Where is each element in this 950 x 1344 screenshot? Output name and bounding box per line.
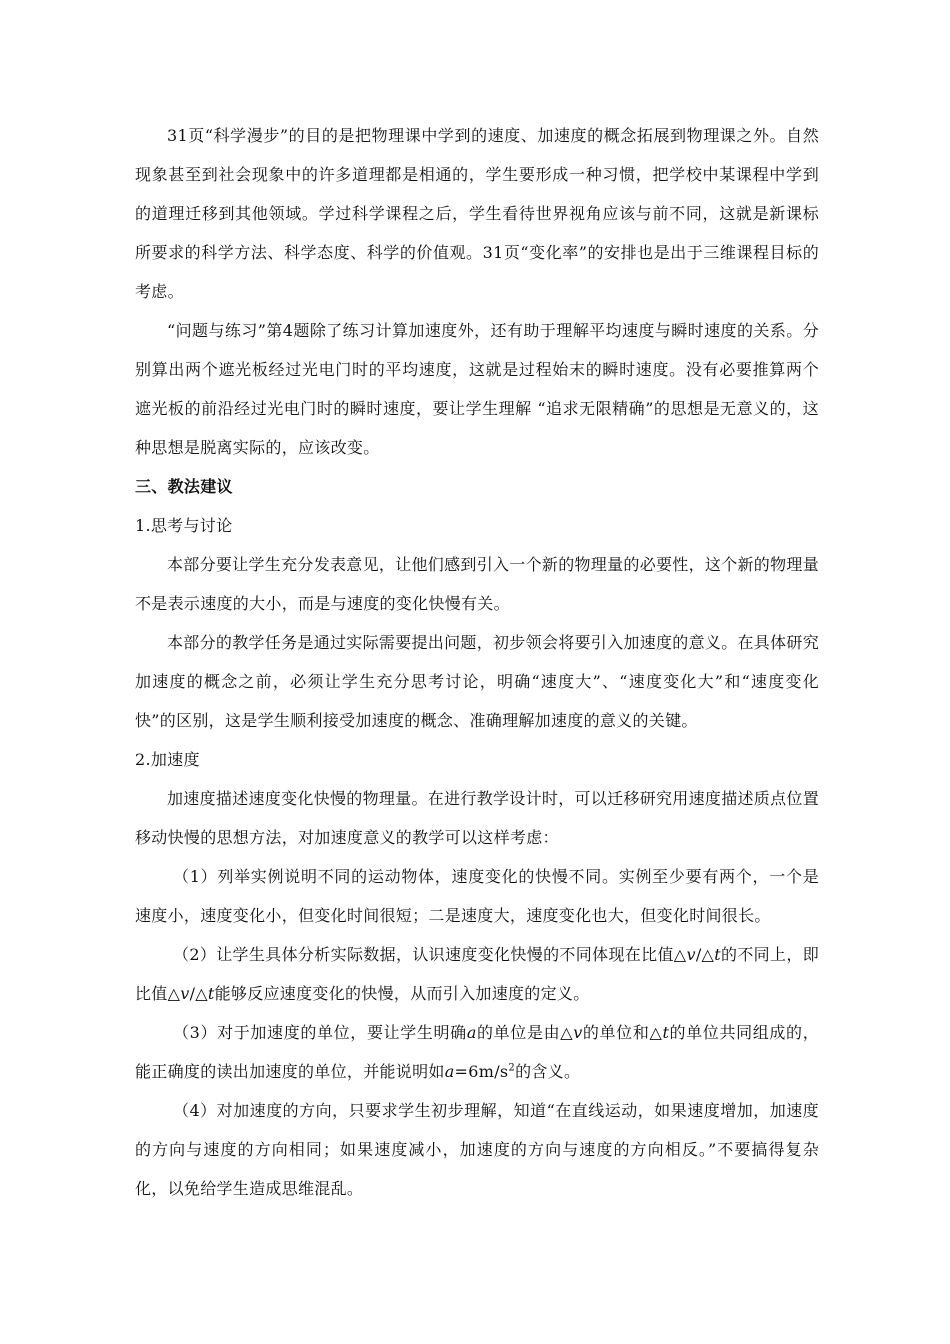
paragraph-science-walk: 31页“科学漫步”的目的是把物理课中学到的速度、加速度的概念拓展到物理课之外。自然现象甚至到社会现象中的许多道理都是相通的，学生要形成一种习惯，把学校中某课程中学到的道理迁移到其他领域。学过科学课程之后，学生看待世界视角应该与前不同，这就是新课标所要求的科学方法、科学态度、科学的价值观。31页“变化率”的安排也是出于三维课程目标的考虑。 [135, 126, 819, 301]
subheading-think-discuss: 1.思考与讨论 [135, 516, 233, 535]
list-item-1: （1）列举实例说明不同的运动物体，速度变化的快慢不同。实例至少要有两个，一个是速度小，速度变化小，但变化时间很短；二是速度大，速度变化也大，但变化时间很长。 [135, 867, 819, 925]
paragraph-problems-exercises: “问题与练习”第4题除了练习计算加速度外，还有助于理解平均速度与瞬时速度的关系。分别算出两个遮光板经过光电门时的平均速度，这就是过程始末的瞬时速度。没有必要推算两个遮光板的前沿经过光电门时的瞬时速度，要让学生理解 “追求无限精确”的思想是无意义的，这种思想是脱离实际的，应该改变。 [135, 321, 819, 457]
section-heading-teaching-suggestions: 三、教法建议 [135, 477, 233, 496]
subheading-acceleration: 2.加速度 [135, 750, 200, 769]
list-item-4: （4）对加速度的方向，只要求学生初步理解，知道“在直线运动，如果速度增加，加速度的方向与速度的方向相同；如果速度减小，加速度的方向与速度的方向相反。”不要搞得复杂化，以免给学生造成思维混乱。 [135, 1101, 819, 1198]
paragraph-discussion-1: 本部分要让学生充分发表意见，让他们感到引入一个新的物理量的必要性，这个新的物理量不是表示速度的大小，而是与速度的变化快慢有关。 [135, 555, 820, 613]
document-page [135, 116, 819, 1208]
list-item-3: （3）对于加速度的单位，要让学生明确a的单位是由△v的单位和△t的单位共同组成的，能正确度的读出加速度的单位，并能说明如$a=6m/s^2$的含义。 [135, 1023, 819, 1081]
list-item-2: （2）让学生具体分析实际数据，认识速度变化快慢的不同体现在比值△v/△t的不同上，即比值△v/△t能够反应速度变化的快慢，从而引入加速度的定义。 [135, 945, 819, 1003]
paragraph-discussion-2: 本部分的教学任务是通过实际需要提出问题，初步领会将要引入加速度的意义。在具体研究加速度的概念之前，必须让学生充分思考讨论，明确“速度大”、“速度变化大”和“速度变化快”的区别，这是学生顺利接受加速度的概念、准确理解加速度的意义的关键。 [135, 633, 820, 730]
paragraph-acceleration-intro: 加速度描述速度变化快慢的物理量。在进行教学设计时，可以迁移研究用速度描述质点位置移动快慢的思想方法，对加速度意义的教学可以这样考虑： [135, 789, 820, 847]
